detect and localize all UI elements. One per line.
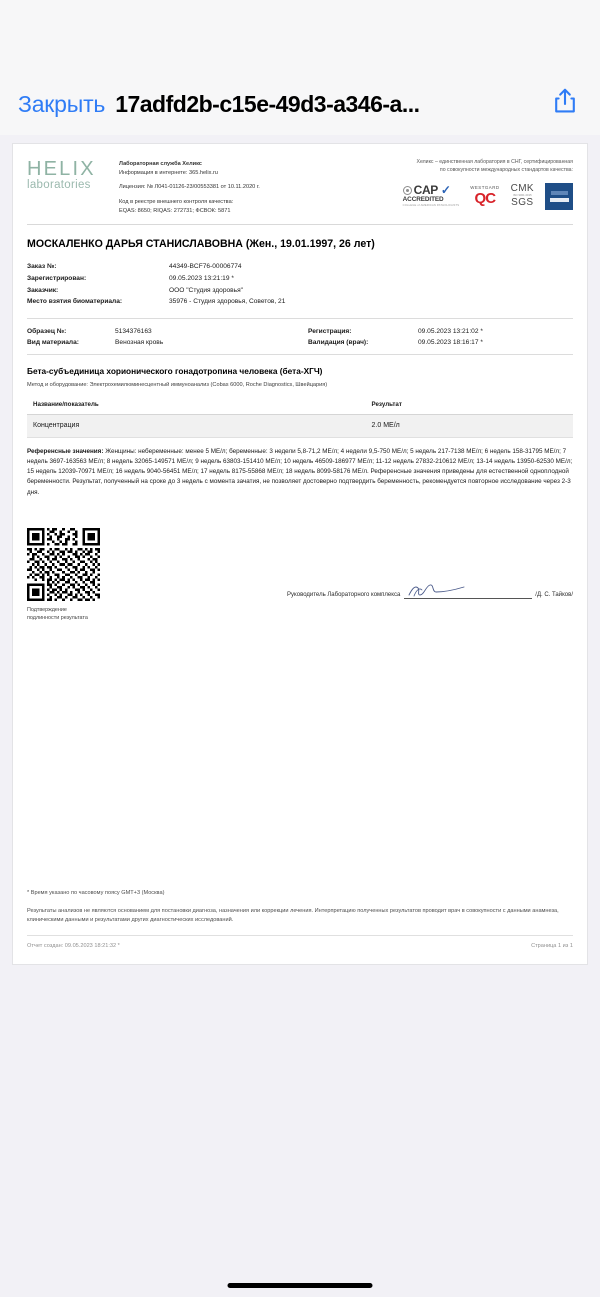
table-row — [27, 414, 573, 437]
detail-value: 09.05.2023 13:21:19 * — [169, 274, 234, 282]
report-created: Отчет создан: 09.05.2023 18:21:32 * — [27, 942, 120, 949]
detail-value: 09.05.2023 18:16:17 * — [418, 339, 483, 347]
test-method: Метод и оборудование: Электрохемилюминесцентный иммуноанализ (Cobas 6000, Roche Diagnostics, Швейцария) — [27, 381, 328, 388]
footer-meta-row — [27, 942, 573, 950]
detail-row — [308, 337, 573, 349]
cap-accredited-text: ACCREDITED — [402, 195, 444, 203]
reference-label: Референсные значения: — [27, 447, 104, 455]
cmk-sgs-badge — [511, 184, 534, 208]
result-value: 2.0 МЕ/л — [366, 414, 573, 437]
document-title: 17adfd2b-c15e-49d3-a346-a... — [115, 91, 420, 117]
badge-bar-upper — [551, 191, 568, 195]
certifications — [359, 156, 573, 213]
detail-key: Заказ №: — [27, 263, 57, 271]
iso-blue-badge — [545, 183, 573, 210]
detail-row — [27, 261, 573, 273]
cap-wordmark: CAP — [413, 183, 438, 198]
cap-seal-icon — [403, 186, 412, 195]
signature-label: Руководитель Лабораторного комплекса — [287, 592, 401, 599]
company-website: Информация в интернете: 365.helix.ru — [119, 170, 218, 177]
share-button[interactable] — [548, 84, 582, 118]
detail-key: Валидация (врач): — [308, 339, 369, 347]
sgs-text: SGS — [511, 196, 534, 208]
detail-key: Регистрация: — [308, 327, 352, 335]
detail-value: 35976 - Студия здоровья, Советов, 21 — [169, 298, 286, 306]
share-icon — [554, 88, 576, 114]
footer-divider — [27, 935, 573, 936]
page-number: Страница 1 из 1 — [531, 942, 573, 949]
westgard-text: WESTGARD — [470, 185, 500, 191]
detail-row — [27, 285, 573, 297]
modal-navbar — [0, 0, 600, 135]
document-scroll-area[interactable] — [0, 135, 600, 1297]
detail-row — [27, 273, 573, 285]
qc-wordmark: QC — [474, 189, 496, 207]
signature-mark-icon — [406, 583, 466, 598]
column-header-result: Результат — [366, 397, 573, 414]
close-button[interactable]: Закрыть — [18, 91, 106, 117]
detail-key: Заказчик: — [27, 286, 59, 294]
sample-details — [27, 326, 573, 349]
detail-row — [308, 326, 573, 338]
qr-caption — [27, 606, 187, 622]
timezone-note: * Время указано по часовому поясу GMT+3 (Москва) — [27, 889, 165, 896]
detail-value: ООО "Студия здоровья" — [169, 286, 244, 294]
signatory-name: /Д. С. Тайков/ — [535, 592, 573, 599]
column-header-name: Название/показатель — [27, 397, 366, 414]
order-details — [27, 261, 573, 307]
cap-fine-print: COLLEGE of AMERICAN PATHOLOGISTS — [402, 204, 460, 208]
westgard-qc-badge — [470, 186, 499, 205]
disclaimer-text: Результаты анализов не являются основанием для постановки диагноза, назначения или коррекции лечения. Интерпретацию полученных результатов проводит врач в совокупности с данными анамнеза, клиническими данными и результатами других диагностических исследований. — [27, 907, 559, 924]
qr-block — [27, 528, 187, 622]
sample-right-column — [292, 326, 573, 349]
detail-row — [27, 326, 292, 338]
certification-claim — [359, 158, 573, 174]
patient-name: МОСКАЛЕНКО ДАРЬЯ СТАНИСЛАВОВНА (Жен., 19.01.1997, 26 лет) — [27, 238, 375, 251]
company-name: Лабораторная служба Хеликс — [119, 161, 202, 167]
detail-value: Венозная кровь — [115, 339, 164, 347]
company-info — [113, 156, 359, 216]
result-name: Концентрация — [27, 414, 366, 437]
cmk-text: CMK — [510, 183, 534, 195]
logo-wordmark: HELIX — [27, 158, 96, 180]
table-header-row — [27, 397, 573, 414]
registry-codes: EQAS: 8650; RIQAS: 272731; ФСВОК: 5871 — [119, 207, 231, 214]
test-title: Бета-субъединица хорионического гонадотропина человека (бета-ХГЧ) — [27, 365, 323, 376]
claim-line-2: по совокупности международных стандартов качества: — [439, 167, 573, 174]
detail-row — [27, 296, 573, 308]
license-line: Лицензия: № Л041-01126-23/00553381 от 10.11.2020 г. — [119, 184, 260, 191]
reference-text: Женщины: небеременные: менее 5 МЕ/л; беременные: 3 недели 5,8-71,2 МЕ/л; 4 недели 9,5-750 МЕ/л; 5 недель 217-7138 МЕ/л; 6 недель 158-31795 МЕ/л; 7 недель 3697-163563 МЕ/л; 8 недель 32065-149571 МЕ/л; 9 недель 63803-151410 МЕ/л; 10 недель 46509-186977 МЕ/л; 11-12 недель 27832-210612 МЕ/л; 13-14 недель 13950-62530 МЕ/л; 15 недель 12039-70971 МЕ/л; 16 недель 9040-56451 МЕ/л; 17 недель 8175-55868 МЕ/л; 18 недель 8099-58176 МЕ/л. Референсные значения приведены для естественной одноплодной беременности. Результат, полученный на сроке до 3 недель с момента зачатия, не позволяет достоверно подтвердить беременность, рекомендуется повторное исследование через 2-3 дня. — [27, 447, 573, 496]
detail-value: 09.05.2023 13:21:02 * — [418, 327, 483, 335]
document-footer — [27, 889, 573, 950]
detail-value: 5134376163 — [115, 327, 152, 335]
detail-key: Образец №: — [27, 327, 67, 335]
detail-value: 44349-BCF76-00006774 — [169, 263, 242, 271]
checkmark-icon: ✓ — [440, 183, 451, 198]
cap-accredited-badge — [403, 184, 460, 208]
divider — [27, 318, 573, 319]
divider — [27, 354, 573, 355]
letterhead — [27, 156, 573, 225]
reference-values — [27, 447, 573, 498]
registry-label: Код в реестре внешнего контроля качества: — [119, 198, 234, 205]
iso-standard-text: ISO 9001:2015 — [512, 193, 532, 197]
qr-caption-line-1: Подтверждение — [27, 606, 67, 613]
authenticity-area — [27, 528, 573, 622]
lab-report-page — [12, 143, 588, 965]
detail-key: Место взятия биоматериала: — [27, 298, 123, 306]
home-indicator — [228, 1283, 373, 1288]
signature-line — [404, 586, 532, 599]
helix-logo — [27, 156, 113, 192]
detail-row — [27, 337, 292, 349]
badge-bar-lower — [550, 198, 569, 202]
claim-line-1: Хеликс – единственная лаборатория в СНГ, сертифицированная — [416, 159, 573, 165]
sample-left-column — [27, 326, 292, 349]
signature-block — [187, 528, 573, 600]
qr-caption-line-2: подлинности результата — [27, 614, 88, 621]
results-table — [27, 397, 573, 438]
qr-code[interactable] — [27, 528, 100, 601]
detail-key: Зарегистрирован: — [27, 274, 87, 282]
badge-row — [359, 179, 573, 213]
logo-subtext: laboratories — [27, 179, 91, 191]
detail-key: Вид материала: — [27, 339, 79, 347]
